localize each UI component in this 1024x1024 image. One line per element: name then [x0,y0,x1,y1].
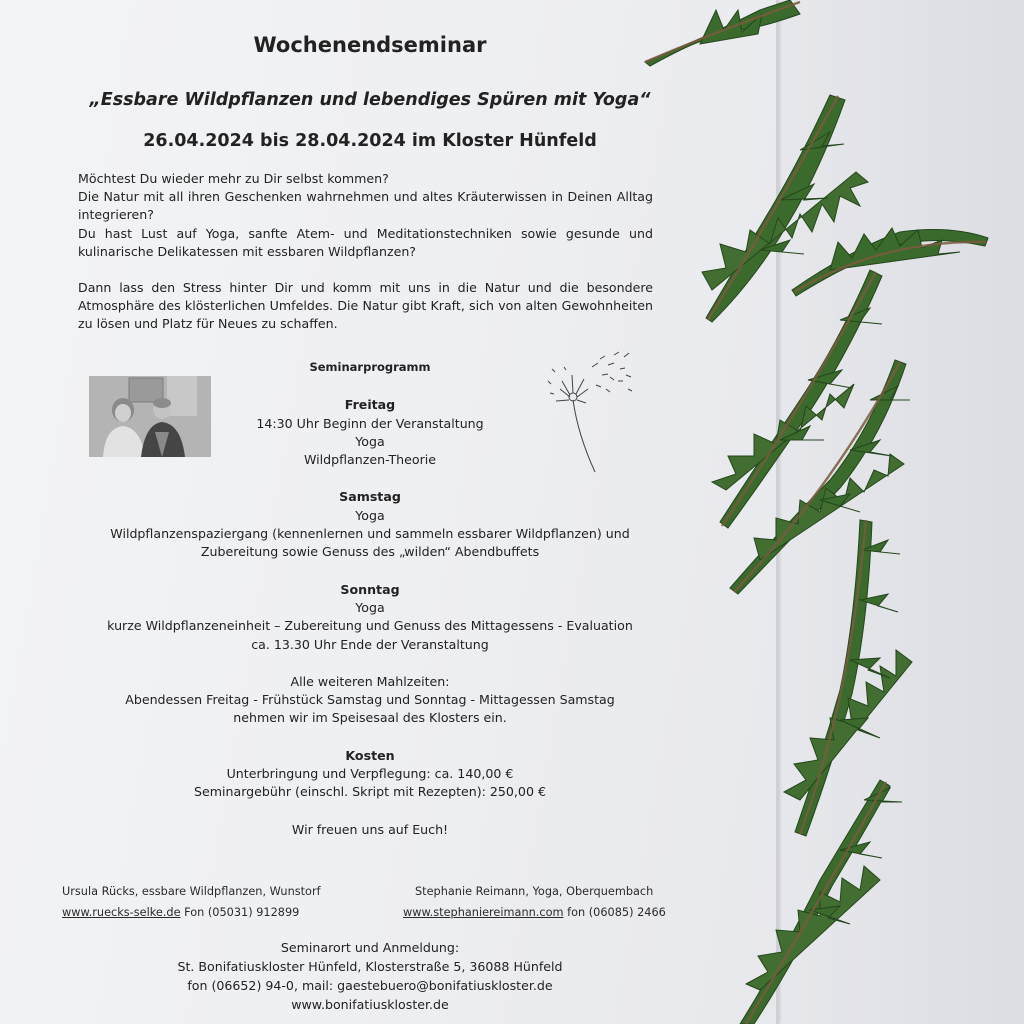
meals-line: Alle weiteren Mahlzeiten: [290,673,450,689]
contact-phone: Fon (05031) 912899 [180,906,300,919]
program-heading: Seminarprogramm [309,360,431,374]
venue-address: St. Bonifatiuskloster Hünfeld, Klosterstraße 5, 36088 Hünfeld [177,959,563,974]
saturday-line: Yoga [355,507,385,523]
sunday-block [70,581,670,654]
contact-phone: fon (06085) 2466 [563,906,666,919]
intro-text [78,170,653,334]
contact-website-link[interactable]: www.stephaniereimann.com [403,906,564,919]
paper-edge [776,0,778,1024]
intro-invitation: Dann lass den Stress hinter Dir und komm mit uns in die Natur und die besondere Atmosphäre des klösterlichen Umfeldes. Die Natur gibt Kraft, sich von alten Gewohnheiten zu lösen und Platz für Neues zu schaffen. [78,280,653,332]
contact-website-link[interactable]: www.ruecks-selke.de [62,906,181,919]
sunday-line: Yoga [355,599,385,615]
event-dates: 26.04.2024 bis 28.04.2024 im Kloster Hünfeld [143,131,597,151]
meals-block [70,673,670,728]
saturday-heading: Samstag [339,489,401,505]
meals-line: Abendessen Freitag - Frühstück Samstag und Sonntag - Mittagessen Samstag [125,692,615,708]
contact-stephanie [403,883,666,922]
meals-line: nehmen wir im Speisesaal des Klosters ein. [233,710,507,726]
closing-greeting: Wir freuen uns auf Euch! [291,821,449,837]
intro-question-3: Du hast Lust auf Yoga, sanfte Atem- und Meditationstechniken sowie gesunde und kulinarische Delikatessen mit essbaren Wildpflanzen? [78,225,653,259]
cost-line: Seminargebühr (einschl. Skript mit Rezepten): 250,00 € [194,784,546,800]
contact-name: Stephanie Reimann, Yoga, Oberquembach [415,885,654,898]
contact-ursula [62,883,321,922]
contact-name: Ursula Rücks, essbare Wildpflanzen, Wunstorf [62,885,321,898]
costs-block [70,747,670,802]
saturday-block [70,488,670,561]
saturday-line: Wildpflanzenspaziergang (kennenlernen und sammeln essbarer Wildpflanzen) und [110,526,630,542]
friday-line: Yoga [355,433,385,449]
flyer-title: Wochenendseminar [253,33,487,57]
friday-line: Wildpflanzen-Theorie [303,452,437,468]
intro-question-2: Die Natur mit all ihren Geschenken wahrnehmen und altes Kräuterwissen in Deinen Alltag integrieren? [78,189,653,223]
venue-block [70,938,670,1014]
friday-block [70,396,670,469]
intro-question-1: Möchtest Du wieder mehr zu Dir selbst kommen? [78,171,389,186]
cost-line: Unterbringung und Verpflegung: ca. 140,00 € [226,766,514,782]
friday-heading: Freitag [344,397,396,413]
venue-website: www.bonifatiuskloster.de [291,997,449,1012]
friday-line: 14:30 Uhr Beginn der Veranstaltung [256,415,484,431]
venue-heading: Seminarort und Anmeldung: [280,940,460,955]
venue-contact: fon (06652) 94-0, mail: gaestebuero@bonifatiuskloster.de [187,978,553,993]
costs-heading: Kosten [345,747,395,763]
saturday-line: Zubereitung sowie Genuss des „wilden“ Abendbuffets [200,544,540,560]
flyer-subtitle: „Essbare Wildpflanzen und lebendiges Spüren mit Yoga“ [89,90,651,110]
sunday-line: kurze Wildpflanzeneinheit – Zubereitung und Genuss des Mittagessens - Evaluation [107,618,633,634]
seminar-program [70,358,670,839]
sunday-heading: Sonntag [340,581,400,597]
sunday-line: ca. 13.30 Uhr Ende der Veranstaltung [251,636,489,652]
